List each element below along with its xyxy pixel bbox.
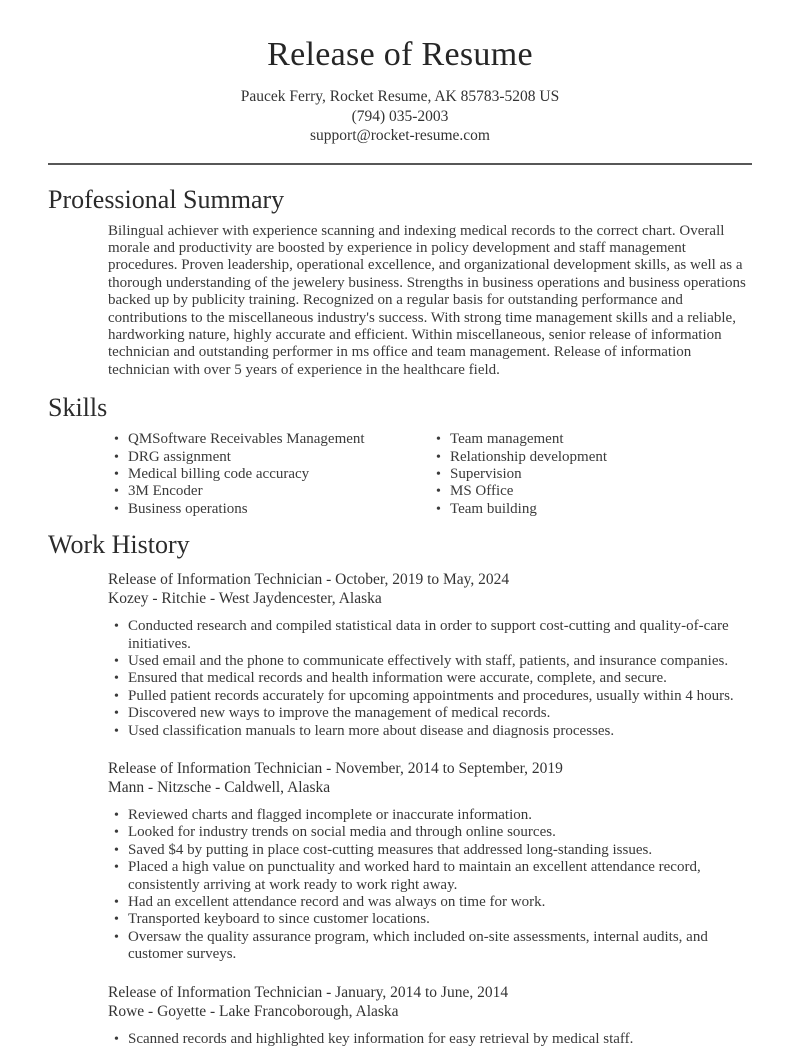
- job-title: Release of Information Technician - January, 2014 to June, 2014: [108, 983, 509, 1001]
- skill-item: • DRG assignment: [108, 449, 430, 466]
- job-title: Release of Information Technician - October, 2019 to May, 2024: [108, 571, 510, 589]
- job-bullet: • Pulled patient records accurately for upcoming appointments and procedures, usually within 4 hours.: [108, 688, 752, 705]
- section-skills: [48, 394, 752, 518]
- skill-item: • 3M Encoder: [108, 483, 430, 500]
- job-entry: [108, 759, 752, 964]
- skill-item: • Business operations: [108, 501, 430, 518]
- summary-text: Bilingual achiever with experience scanning and indexing medical records to the correct chart. Overall morale and productivity are boosted by experience in policy development and staff management procedures. Proven leadership, operational excellence, and organizational development skills, as well as a thorough understanding of the jewelery business. Strengths in business operations and business operations backed up by publicity training. Recognized on a regular basis for outstanding performance and contributions to the miscellaneous industry's success. With strong time management skills and a reliable, hardworking nature, highly accurate and efficient. Within miscellaneous, senior release of information technician and outstanding performer in ms office and team management. Release of information technician with over 5 years of experience in the healthcare field.: [108, 222, 746, 378]
- job-entry: [108, 570, 752, 740]
- section-work-history: [48, 531, 752, 1048]
- job-bullet: • Looked for industry trends on social media and through online sources.: [108, 824, 752, 841]
- page-title: Release of Resume: [267, 36, 533, 73]
- job-entry: [108, 983, 752, 1048]
- job-company: Mann - Nitzsche - Caldwell, Alaska: [108, 779, 331, 797]
- resume-header: [48, 34, 752, 146]
- job-company: Kozey - Ritchie - West Jaydencester, Alaska: [108, 590, 382, 608]
- job-title: Release of Information Technician - November, 2014 to September, 2019: [108, 760, 563, 778]
- skills-list-right: [430, 431, 752, 518]
- header-divider: [48, 163, 752, 165]
- work-history-heading: Work History: [48, 530, 190, 560]
- job-bullets: [108, 807, 752, 964]
- job-bullet: • Placed a high value on punctuality and worked hard to maintain an excellent attendance record, consistently arriving at work ready to work right away.: [108, 859, 752, 894]
- job-bullet: • Had an excellent attendance record and was always on time for work.: [108, 894, 752, 911]
- skill-item: • Supervision: [430, 466, 752, 483]
- summary-heading: Professional Summary: [48, 184, 285, 214]
- skills-list-left: [108, 431, 430, 518]
- contact-email: support@rocket-resume.com: [310, 127, 490, 144]
- skill-item: • Relationship development: [430, 449, 752, 466]
- job-bullet: • Used classification manuals to learn more about disease and diagnosis processes.: [108, 723, 752, 740]
- job-bullet: • Transported keyboard to since customer locations.: [108, 911, 752, 928]
- skills-grid: [108, 431, 752, 518]
- skill-item: • MS Office: [430, 483, 752, 500]
- job-bullet: • Saved $4 by putting in place cost-cutting measures that addressed long-standing issues.: [108, 842, 752, 859]
- skill-item: • Team management: [430, 431, 752, 448]
- job-bullets: [108, 618, 752, 740]
- job-company: Rowe - Goyette - Lake Francoborough, Alaska: [108, 1002, 399, 1020]
- job-bullets: [108, 1031, 752, 1048]
- jobs-list: [108, 570, 752, 1048]
- job-bullet: • Oversaw the quality assurance program, which included on-site assessments, internal audits, and customer surveys.: [108, 929, 752, 964]
- skill-item: • Team building: [430, 501, 752, 518]
- job-bullet: • Reviewed charts and flagged incomplete or inaccurate information.: [108, 807, 752, 824]
- job-bullet: • Discovered new ways to improve the management of medical records.: [108, 705, 752, 722]
- skill-item: • QMSoftware Receivables Management: [108, 431, 430, 448]
- contact-address: Paucek Ferry, Rocket Resume, AK 85783-5208 US: [240, 88, 560, 105]
- job-bullet: • Scanned records and highlighted key information for easy retrieval by medical staff.: [108, 1031, 752, 1048]
- skill-item: • Medical billing code accuracy: [108, 466, 430, 483]
- contact-phone: (794) 035-2003: [351, 107, 449, 125]
- section-professional-summary: [48, 186, 752, 380]
- job-bullet: • Conducted research and compiled statistical data in order to support cost-cutting and quality-of-care initiatives.: [108, 618, 752, 653]
- contact-block: [48, 87, 752, 146]
- job-bullet: • Used email and the phone to communicate effectively with staff, patients, and insurance companies.: [108, 653, 752, 670]
- skills-heading: Skills: [48, 393, 108, 423]
- job-bullet: • Ensured that medical records and health information were accurate, complete, and secure.: [108, 670, 752, 687]
